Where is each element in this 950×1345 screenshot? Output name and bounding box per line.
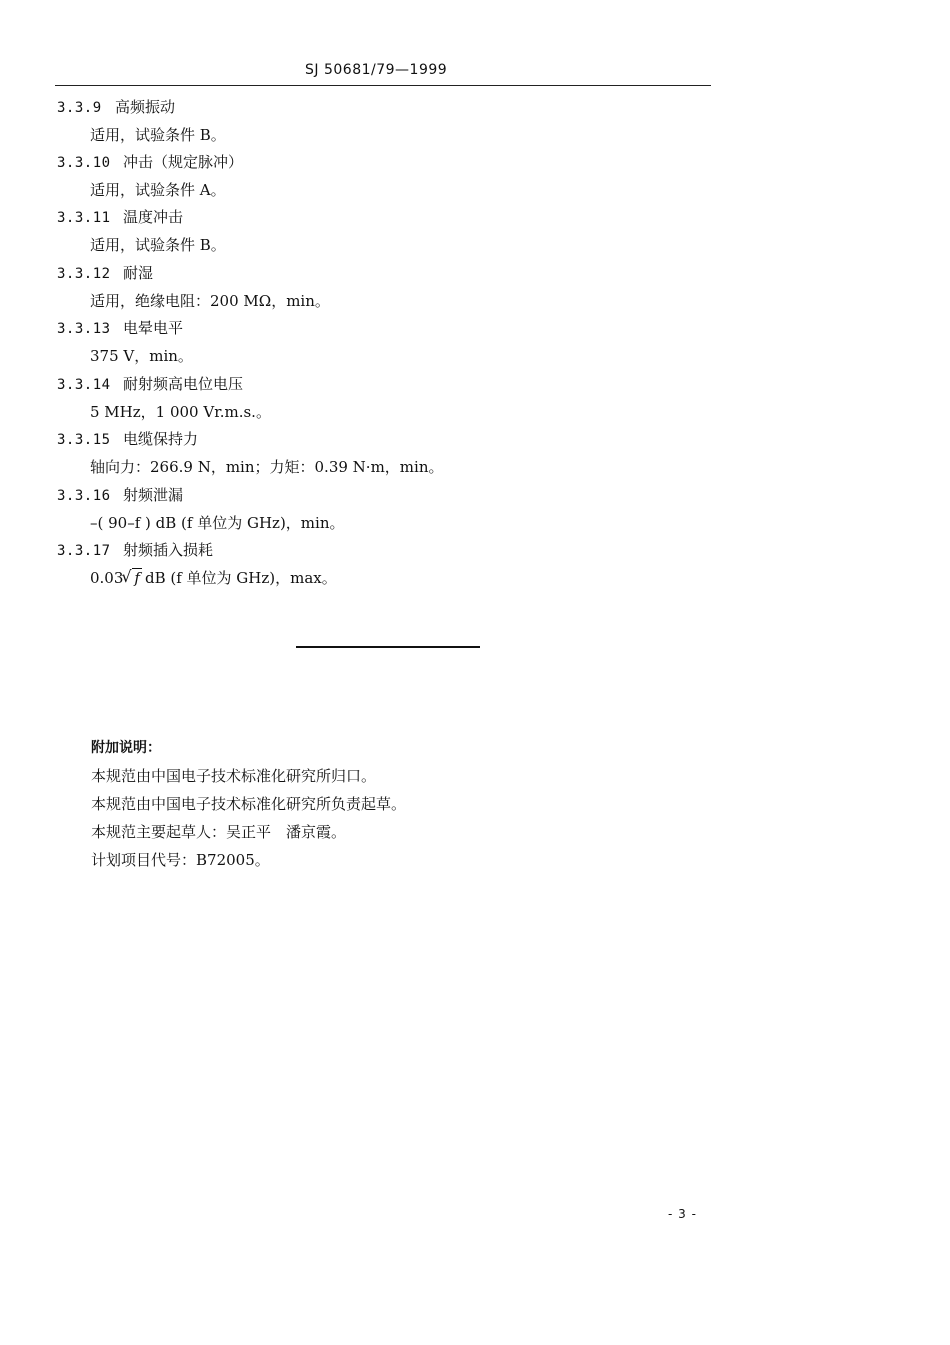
clause-body: 轴向力：266.9 N，min；力矩：0.39 N·m，min。 <box>90 458 444 476</box>
note-line: 计划项目代号：B72005。 <box>91 851 270 869</box>
header-divider <box>55 85 711 86</box>
additional-notes <box>91 734 591 874</box>
clause-heading <box>57 482 183 508</box>
clause-number: 3.3.9 <box>57 100 102 116</box>
square-root-symbol <box>123 565 142 591</box>
clause-3-3-15 <box>57 426 697 482</box>
note-line: 本规范由中国电子技术标准化研究所归口。 <box>91 767 377 785</box>
clause-3-3-11 <box>57 204 697 260</box>
clause-number: 3.3.16 <box>57 488 111 504</box>
clause-number: 3.3.12 <box>57 266 111 282</box>
clause-title: 耐射频高电位电压 <box>123 375 244 393</box>
note-line: 本规范由中国电子技术标准化研究所负责起草。 <box>91 795 407 813</box>
clause-heading <box>57 537 213 563</box>
clause-heading <box>57 426 198 452</box>
clause-number: 3.3.15 <box>57 432 111 448</box>
clause-number: 3.3.10 <box>57 155 111 171</box>
clause-3-3-12 <box>57 260 697 316</box>
clause-number: 3.3.17 <box>57 543 111 559</box>
page-number: - 3 - <box>668 1207 697 1221</box>
clause-3-3-9 <box>57 94 697 150</box>
clause-body: 适用，绝缘电阻：200 MΩ，min。 <box>90 292 330 310</box>
clause-body: 适用，试验条件 B。 <box>90 126 226 144</box>
clause-heading <box>57 94 175 120</box>
clause-3-3-16 <box>57 482 697 538</box>
note-line: 本规范主要起草人：吴正平 潘京霞。 <box>91 823 347 841</box>
clause-title: 温度冲击 <box>123 208 184 226</box>
clause-body: 适用，试验条件 B。 <box>90 236 226 254</box>
coefficient: 0.03 <box>90 569 124 587</box>
clause-heading <box>57 315 183 341</box>
clause-heading <box>57 204 183 230</box>
clause-body: 5 MHz，1 000 Vr.m.s.。 <box>90 403 271 421</box>
clause-body-suffix: dB (f 单位为 GHz)，max。 <box>144 569 337 587</box>
clause-heading <box>57 260 153 286</box>
end-divider <box>296 646 480 648</box>
clause-title: 耐湿 <box>123 264 154 282</box>
clause-body: 适用，试验条件 A。 <box>90 181 226 199</box>
clause-3-3-14 <box>57 371 697 427</box>
clause-number: 3.3.13 <box>57 321 111 337</box>
clause-3-3-10 <box>57 149 697 205</box>
clause-title: 电缆保持力 <box>123 430 199 448</box>
clause-body: 375 V，min。 <box>90 347 193 365</box>
clause-number: 3.3.11 <box>57 210 111 226</box>
clause-number: 3.3.14 <box>57 377 111 393</box>
clause-3-3-13 <box>57 315 697 371</box>
clause-title: 射频泄漏 <box>123 486 184 504</box>
clause-title: 电晕电平 <box>123 319 184 337</box>
notes-title: 附加说明： <box>91 740 161 756</box>
clause-title: 冲击（规定脉冲） <box>123 153 244 171</box>
clause-title: 射频插入损耗 <box>123 541 214 559</box>
clause-3-3-17 <box>57 537 697 593</box>
clause-title: 高频振动 <box>115 98 176 116</box>
clause-heading <box>57 371 243 397</box>
clause-body: –( 90–f ) dB (f 单位为 GHz)，min。 <box>90 514 345 532</box>
clause-body <box>90 565 337 591</box>
standard-code: SJ 50681/79—1999 <box>305 62 448 78</box>
clause-heading <box>57 149 243 175</box>
radicand: f <box>134 569 140 587</box>
